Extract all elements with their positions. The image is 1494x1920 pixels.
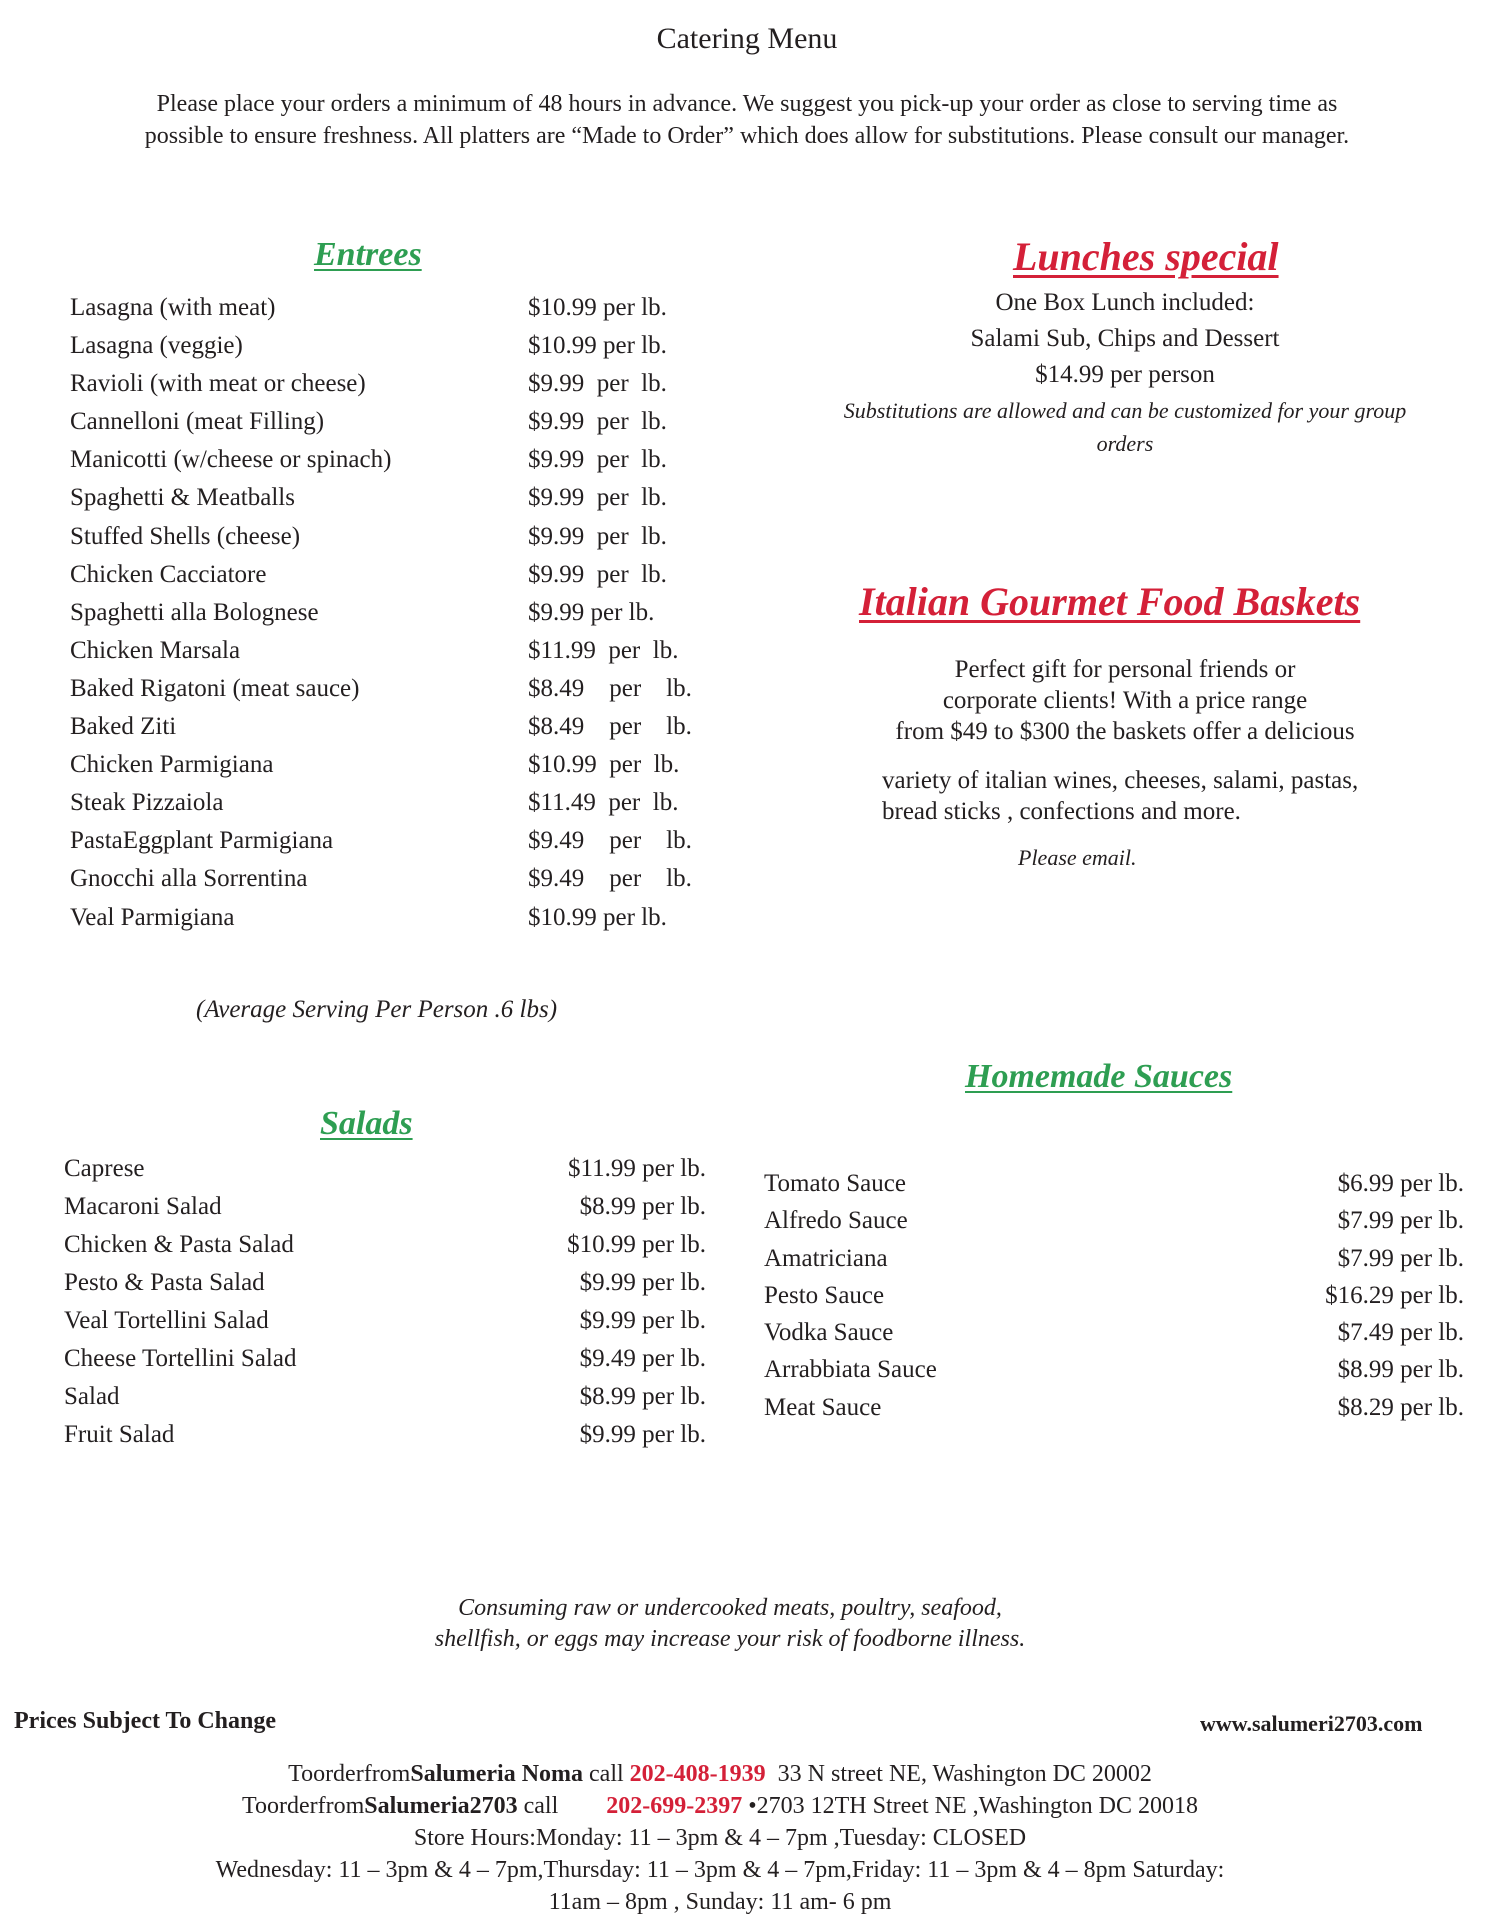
menu-item [70, 904, 710, 942]
store-address: 33 N street NE, Washington DC 20002 [765, 1761, 1152, 1787]
item-price: $8.49 per lb. [528, 674, 692, 702]
item-price: $8.99 per lb. [1337, 1356, 1464, 1384]
item-name: Salad [64, 1383, 120, 1410]
menu-item [64, 1155, 704, 1193]
item-name: Veal Tortellini Salad [64, 1307, 269, 1334]
menu-item [70, 675, 710, 713]
menu-item [70, 332, 710, 370]
menu-item [70, 751, 710, 789]
menu-item [70, 294, 710, 332]
baskets-heading: Italian Gourmet Food Baskets [859, 579, 1361, 624]
phone-link[interactable]: 202-408-1939 [629, 1761, 766, 1787]
menu-item [764, 1245, 1464, 1282]
item-name: Pesto & Pasta Salad [64, 1269, 265, 1296]
menu-item [764, 1170, 1464, 1207]
item-price: $9.99 per lb. [579, 1421, 706, 1448]
lunches-price: $14.99 per person [1035, 361, 1215, 388]
item-name: Pesto Sauce [764, 1281, 885, 1309]
item-price: $9.49 per lb. [579, 1345, 706, 1372]
menu-item [70, 713, 710, 751]
menu-item [64, 1307, 704, 1345]
item-price: $8.99 per lb. [579, 1383, 706, 1410]
order-line-noma [0, 1758, 1440, 1790]
baskets-line: from $49 to $300 the baskets offer a delicious [895, 718, 1355, 745]
baskets-description [880, 654, 1370, 747]
item-name: Spaghetti & Meatballs [70, 484, 295, 512]
item-name: Chicken Marsala [70, 636, 241, 664]
menu-item [70, 523, 710, 561]
item-price: $8.49 per lb. [528, 713, 692, 741]
item-price: $9.99 per lb. [528, 522, 667, 550]
warning-line: Consuming raw or undercooked meats, poultry, seafood, [458, 1595, 1002, 1621]
store-address: •2703 12TH Street NE ,Washington DC 20018 [742, 1793, 1198, 1819]
item-price: $7.99 per lb. [1337, 1244, 1464, 1272]
menu-item [70, 561, 710, 599]
item-name: PastaEggplant Parmigiana [70, 827, 334, 855]
item-price: $9.99 per lb. [528, 446, 667, 474]
intro-line: possible to ensure freshness. All platters are “Made to Order” which does allow for substitutions. Please consult our manager. [144, 123, 1350, 149]
lunches-note-line: Substitutions are allowed and can be customized for your group [843, 398, 1407, 423]
item-price: $9.49 per lb. [528, 865, 692, 893]
item-price: $6.99 per lb. [1337, 1170, 1464, 1197]
baskets-line: variety of italian wines, cheeses, salami, pastas, [882, 767, 1359, 794]
item-price: $11.99 per lb. [528, 636, 679, 664]
item-price: $8.99 per lb. [579, 1193, 706, 1220]
item-price: $16.29 per lb. [1325, 1281, 1464, 1309]
menu-item [64, 1421, 704, 1459]
menu-item [70, 789, 710, 827]
item-name: Caprese [64, 1155, 145, 1182]
menu-item [64, 1269, 704, 1307]
menu-item [70, 827, 710, 865]
item-price: $9.99 per lb. [528, 560, 667, 588]
item-price: $9.99 per lb. [528, 484, 667, 512]
item-price: $8.29 per lb. [1337, 1393, 1464, 1421]
lunches-details [810, 285, 1440, 393]
page-title: Catering Menu [656, 22, 838, 55]
item-name: Gnocchi alla Sorrentina [70, 865, 308, 893]
order-line-2703 [0, 1790, 1440, 1822]
serving-note: (Average Serving Per Person .6 lbs) [196, 996, 558, 1023]
order-call: call [583, 1761, 630, 1787]
menu-item [70, 446, 710, 484]
store-name: Salumeria2703 [364, 1793, 518, 1819]
sauces-list [764, 1170, 1464, 1431]
store-hours-line: Wednesday: 11 – 3pm & 4 – 7pm,Thursday: 11 – 3pm & 4 – 7pm,Friday: 11 – 3pm & 4 – 8pm Saturday: [215, 1857, 1225, 1883]
store-hours-line: Store Hours:Monday: 11 – 3pm & 4 – 7pm ,Tuesday: CLOSED [413, 1825, 1027, 1851]
item-name: Stuffed Shells (cheese) [70, 522, 301, 550]
menu-item [70, 370, 710, 408]
item-price: $9.99 per lb. [528, 598, 655, 626]
item-price: $10.99 per lb. [528, 751, 680, 779]
lunches-note-line: orders [1096, 431, 1154, 456]
menu-item [64, 1231, 704, 1269]
item-name: Baked Rigatoni (meat sauce) [70, 674, 360, 702]
menu-item [70, 484, 710, 522]
intro-line: Please place your orders a minimum of 48 hours in advance. We suggest you pick-up your order as close to serving time as [156, 91, 1338, 117]
item-name: Arrabbiata Sauce [764, 1356, 937, 1384]
phone-link[interactable]: 202-699-2397 [606, 1793, 743, 1819]
menu-item [70, 865, 710, 903]
warning-line: shellfish, or eggs may increase your risk of foodborne illness. [434, 1626, 1026, 1652]
order-prefix: Toorderfrom [242, 1793, 365, 1819]
item-name: Cheese Tortellini Salad [64, 1345, 297, 1372]
intro-text [40, 88, 1454, 152]
item-name: Tomato Sauce [764, 1170, 906, 1197]
menu-item [764, 1207, 1464, 1244]
item-price: $9.99 per lb. [579, 1269, 706, 1296]
item-name: Lasagna (veggie) [70, 332, 243, 360]
baskets-line: Perfect gift for personal friends or [954, 656, 1296, 683]
lunches-line: One Box Lunch included: [995, 289, 1255, 316]
item-name: Meat Sauce [764, 1393, 882, 1421]
item-price: $10.99 per lb. [567, 1231, 706, 1258]
menu-item [764, 1394, 1464, 1431]
item-price: $9.49 per lb. [528, 827, 692, 855]
item-price: $9.99 per lb. [528, 370, 667, 398]
order-call: call [517, 1793, 607, 1819]
food-safety-warning [0, 1593, 1460, 1655]
lunches-note [810, 394, 1440, 460]
item-name: Chicken & Pasta Salad [64, 1231, 294, 1258]
item-name: Chicken Cacciatore [70, 560, 267, 588]
store-hours-line: 11am – 8pm , Sunday: 11 am- 6 pm [548, 1889, 892, 1915]
store-name: Salumeria Noma [410, 1761, 584, 1787]
menu-item [70, 637, 710, 675]
baskets-line: corporate clients! With a price range [942, 687, 1308, 714]
item-price: $10.99 per lb. [528, 903, 667, 931]
menu-item [764, 1319, 1464, 1356]
item-price: $9.99 per lb. [528, 408, 667, 436]
entrees-heading: Entrees [314, 236, 422, 273]
lunches-heading: Lunches special [1013, 234, 1279, 279]
item-name: Fruit Salad [64, 1421, 175, 1448]
website-link[interactable]: www.salumeri2703.com [1200, 1711, 1423, 1736]
item-name: Spaghetti alla Bolognese [70, 598, 319, 626]
menu-item [70, 599, 710, 637]
item-price: $11.99 per lb. [568, 1155, 706, 1182]
item-price: $9.99 per lb. [579, 1307, 706, 1334]
item-name: Ravioli (with meat or cheese) [70, 370, 366, 398]
item-name: Steak Pizzaiola [70, 789, 224, 817]
salads-heading: Salads [320, 1105, 413, 1142]
item-price: $7.49 per lb. [1337, 1319, 1464, 1347]
prices-subject-to-change: Prices Subject To Change [14, 1708, 277, 1734]
entrees-list [70, 294, 710, 942]
salads-list [64, 1155, 704, 1459]
item-price: $11.49 per lb. [528, 789, 679, 817]
menu-item [64, 1193, 704, 1231]
order-prefix: Toorderfrom [288, 1761, 411, 1787]
item-name: Baked Ziti [70, 713, 177, 741]
menu-item [70, 408, 710, 446]
item-name: Amatriciana [764, 1244, 888, 1272]
baskets-description-2 [882, 765, 1358, 827]
order-info [0, 1758, 1440, 1918]
item-name: Manicotti (w/cheese or spinach) [70, 446, 392, 474]
sauces-heading: Homemade Sauces [965, 1058, 1233, 1095]
item-price: $10.99 per lb. [528, 332, 667, 360]
item-name: Lasagna (with meat) [70, 294, 276, 321]
baskets-line: bread sticks , confections and more. [882, 798, 1241, 825]
item-name: Chicken Parmigiana [70, 751, 274, 779]
menu-item [764, 1356, 1464, 1393]
item-name: Macaroni Salad [64, 1193, 222, 1220]
item-name: Alfredo Sauce [764, 1207, 908, 1235]
item-name: Veal Parmigiana [70, 903, 235, 931]
item-name: Cannelloni (meat Filling) [70, 408, 325, 436]
item-name: Vodka Sauce [764, 1319, 894, 1347]
menu-item [64, 1383, 704, 1421]
item-price: $7.99 per lb. [1337, 1207, 1464, 1235]
item-price: $10.99 per lb. [528, 294, 667, 321]
menu-item [764, 1282, 1464, 1319]
menu-item [64, 1345, 704, 1383]
baskets-email-note: Please email. [1018, 845, 1137, 870]
lunches-line: Salami Sub, Chips and Dessert [970, 325, 1280, 352]
